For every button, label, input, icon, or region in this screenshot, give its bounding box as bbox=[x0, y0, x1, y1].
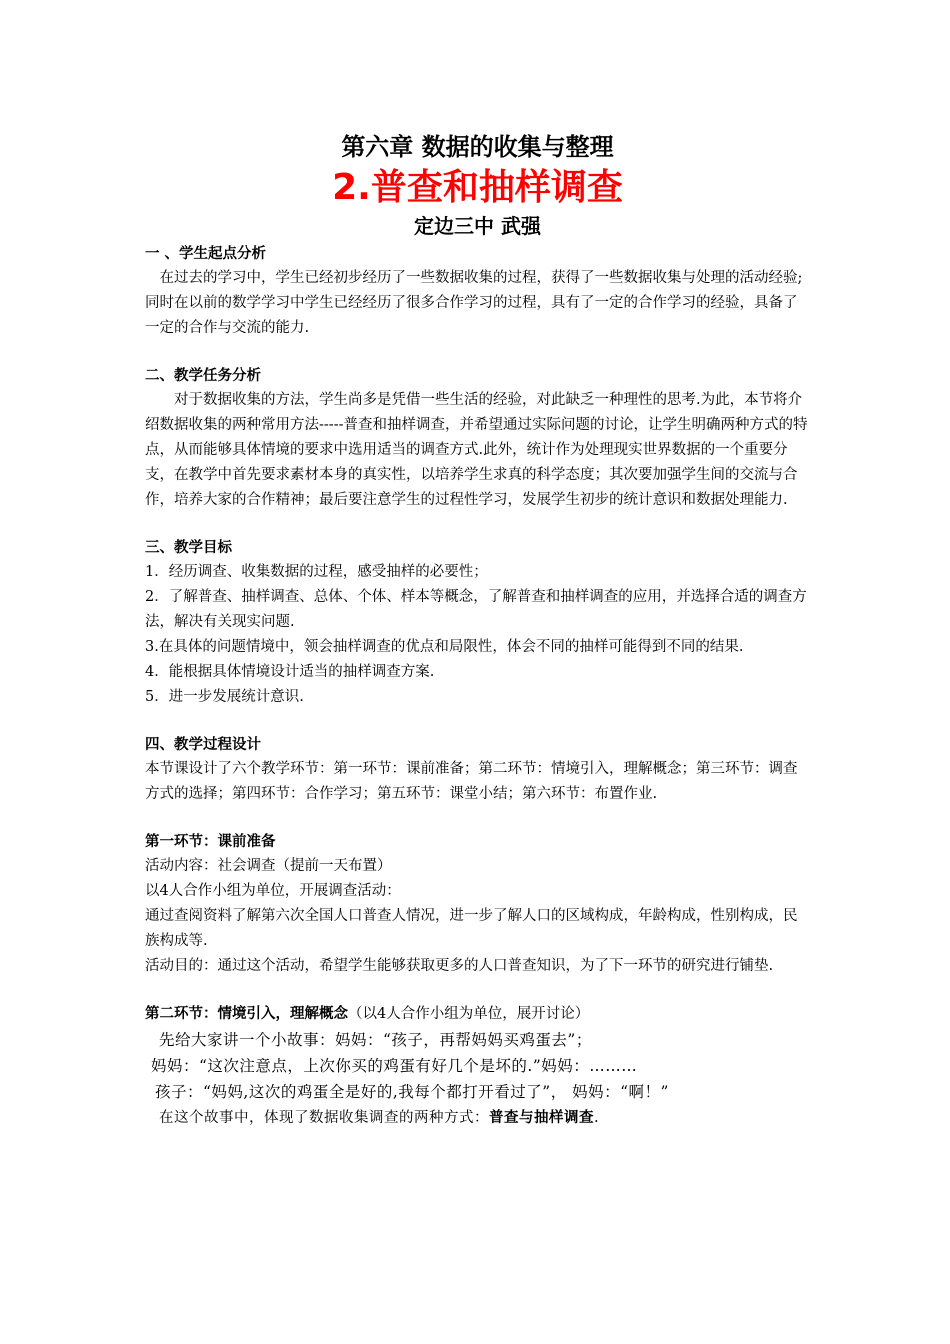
spacer bbox=[145, 807, 810, 830]
step1-line: 通过查阅资料了解第六次全国人口普查人情况，进一步了解人口的区域构成，年龄构成，性别构成，民族构成等. bbox=[145, 908, 798, 949]
section-heading-objectives: 三、教学目标 bbox=[145, 540, 232, 556]
story-block bbox=[145, 1027, 810, 1131]
story-conclusion bbox=[145, 1105, 810, 1131]
section-body-process: 本节课设计了六个教学环节：第一环节：课前准备；第二环节：情境引入，理解概念；第三环节：调查方式的选择；第四环节：合作学习；第五环节：课堂小结；第六环节：布置作业. bbox=[145, 761, 798, 802]
section-body-task-analysis: 对于数据收集的方法，学生尚多是凭借一些生活的经验，对此缺乏一种理性的思考.为此，本节将介绍数据收集的两种常用方法-----普查和抽样调查，并希望通过实际问题的讨论，让学生明确两种方式的特点，从而能够具体情境的要求中选用适当的调查方式.此外，统计作为处理现实世界数据的一个重要分支，在教学中首先要求素材本身的真实性，以培养学生求真的科学态度；其次要加强学生间的交流与合作，培养大家的合作精神；最后要注意学生的过程性学习，发展学生初步的统计意识和数据处理能力. bbox=[145, 392, 808, 508]
objective-item: 1．经历调查、收集数据的过程，感受抽样的必要性； bbox=[145, 564, 488, 580]
lesson-title: 2.普查和抽样调查 bbox=[332, 167, 623, 208]
chapter-title: 第六章 数据的收集与整理 bbox=[341, 133, 614, 161]
story-line: 孩子：“妈妈,这次的鸡蛋全是好的,我每个都打开看过了”， 妈妈：“啊！” bbox=[155, 1083, 669, 1101]
step1-heading: 第一环节：课前准备 bbox=[145, 834, 276, 850]
conclusion-prefix: 在这个故事中，体现了数据收集调查的两种方式： bbox=[159, 1110, 489, 1126]
document-page bbox=[145, 130, 810, 1131]
section-heading-process: 四、教学过程设计 bbox=[145, 737, 261, 753]
objective-item: 5．进一步发展统计意识. bbox=[145, 689, 304, 705]
story-line: 妈妈：“这次注意点，上次你买的鸡蛋有好几个是坏的.”妈妈：……… bbox=[151, 1057, 638, 1075]
spacer bbox=[145, 513, 810, 536]
step2-heading: 第二环节：情境引入，理解概念 bbox=[145, 1006, 348, 1022]
step2-note: （以4人合作小组为单位，展开讨论） bbox=[348, 1006, 590, 1022]
step1-line: 以4人合作小组为单位，开展调查活动： bbox=[145, 883, 401, 899]
spacer bbox=[145, 979, 810, 1002]
section-heading-task-analysis: 二、教学任务分析 bbox=[145, 368, 261, 384]
spacer bbox=[145, 710, 810, 733]
step1-line: 活动内容：社会调查（提前一天布置） bbox=[145, 858, 392, 874]
section-body-start-analysis: 在过去的学习中，学生已经初步经历了一些数据收集的过程，获得了一些数据收集与处理的活动经验; 同时在以前的数学学习中学生已经经历了很多合作学习的过程，具有了一定的合作学习的经验，具备了一定的合作与交流的能力. bbox=[145, 270, 803, 336]
author-line: 定边三中 武强 bbox=[414, 214, 541, 238]
story-line: 先给大家讲一个小故事：妈妈：“孩子，再帮妈妈买鸡蛋去”； bbox=[159, 1031, 592, 1049]
objective-item: 2．了解普查、抽样调查、总体、个体、样本等概念，了解普查和抽样调查的应用，并选择合适的调查方法，解决有关现实问题. bbox=[145, 589, 807, 630]
spacer bbox=[145, 341, 810, 364]
conclusion-suffix: . bbox=[594, 1110, 600, 1126]
step1-line: 活动目的：通过这个活动，希望学生能够获取更多的人口普查知识，为了下一环节的研究进行铺垫. bbox=[145, 958, 774, 974]
objective-item: 3.在具体的问题情境中，领会抽样调查的优点和局限性，体会不同的抽样可能得到不同的结果. bbox=[145, 639, 744, 655]
section-heading-start-analysis: 一 、学生起点分析 bbox=[145, 246, 267, 262]
objective-item: 4．能根据具体情境设计适当的抽样调查方案. bbox=[145, 664, 435, 680]
step2-heading-line bbox=[145, 1002, 810, 1027]
conclusion-keyword: 普查与抽样调查 bbox=[489, 1110, 594, 1126]
